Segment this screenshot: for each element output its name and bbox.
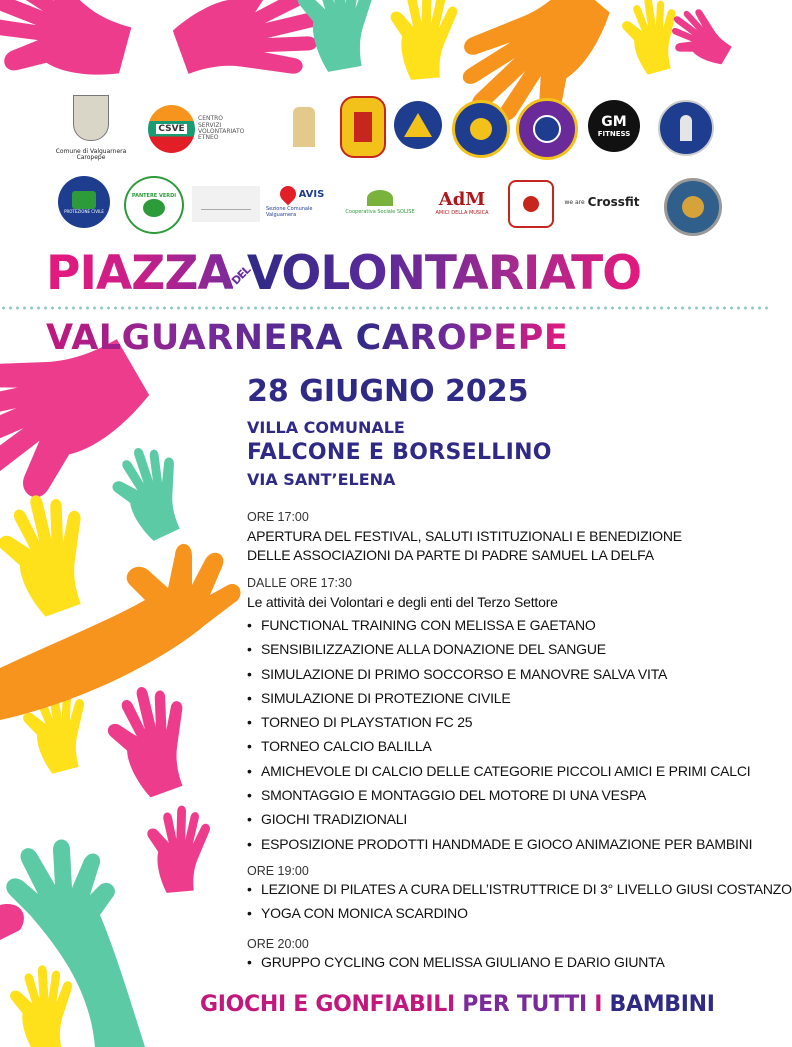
list-item: • YOGA CON MONICA SCARDINO	[247, 905, 792, 929]
title-part1: PIAZZA	[46, 246, 233, 301]
list-item: • AMICHEVOLE DI CALCIO DELLE CATEGORIE PICCOLI AMICI E PRIMI CALCI	[247, 763, 752, 787]
time-2000: ORE 20:00	[247, 937, 309, 951]
evening-list	[247, 881, 792, 930]
venue-line1: VILLA COMUNALE	[247, 418, 405, 437]
footer-part3: I	[594, 992, 610, 1017]
footer-part4: BAMBINI	[609, 992, 715, 1017]
cooperative-logo: Cooperativa Sociale SOLISE	[344, 182, 416, 222]
time-1730: DALLE ORE 17:30	[247, 576, 352, 590]
dotted-divider	[0, 306, 768, 310]
list-item: • GRUPPO CYCLING CON MELISSA GIULIANO E DARIO GIUNTA	[247, 954, 665, 978]
motor-club-logo	[664, 178, 722, 236]
sketch-logo	[192, 186, 260, 222]
footer-banner	[200, 992, 715, 1017]
list-item: • GIOCHI TRADIZIONALI	[247, 811, 752, 835]
title-part2: VOLONTARIATO	[246, 246, 642, 301]
avis-logo: AVIS Sezione Comunale Valguarnera	[266, 180, 338, 224]
amici-della-musica-logo: AdM AMICI DELLA MUSICA	[435, 188, 489, 216]
list-item: • LEZIONE DI PILATES A CURA DELL’ISTRUTTRICE DI 3° LIVELLO GIUSI COSTANZO	[247, 881, 792, 905]
coat-of-arms-icon	[73, 95, 109, 141]
list-item: • SMONTAGGIO E MONTAGGIO DEL MOTORE DI UNA VESPA	[247, 787, 752, 811]
crossfit-logo: we are Crossfit	[564, 195, 640, 209]
list-item: • SENSIBILIZZAZIONE ALLA DONAZIONE DEL SANGUE	[247, 641, 752, 665]
comune-logo: Comune di Valguarnera Caropepe	[42, 92, 140, 164]
activities-intro: Le attività dei Volontari e degli enti del Terzo Settore	[247, 594, 558, 610]
event-title	[46, 246, 726, 301]
activities-list	[247, 617, 752, 860]
volunteer-association-logo	[452, 100, 510, 158]
venue-line2: FALCONE E BORSELLINO	[247, 440, 552, 465]
time-1900: ORE 19:00	[247, 864, 309, 878]
venue-address: VIA SANT’ELENA	[247, 470, 396, 489]
list-item: • TORNEO CALCIO BALILLA	[247, 738, 752, 762]
time-1700: ORE 17:00	[247, 510, 309, 524]
dolomiti-association-logo	[658, 100, 714, 156]
church-logo	[284, 100, 324, 154]
event-date: 28 GIUGNO 2025	[247, 374, 529, 409]
night-list	[247, 954, 665, 978]
football-club-logo	[340, 96, 386, 158]
title-del: DEL	[228, 263, 253, 288]
gm-fitness-logo: GM FITNESS	[588, 100, 640, 152]
list-item: • TORNEO DI PLAYSTATION FC 25	[247, 714, 752, 738]
footer-part1: GIOCHI E GONFIABILI	[200, 992, 463, 1017]
protezione-civile-logo: PROTEZIONE CIVILE	[58, 176, 110, 228]
list-item: • SIMULAZIONE DI PROTEZIONE CIVILE	[247, 690, 752, 714]
city-name	[46, 318, 568, 358]
list-item: • SIMULAZIONE DI PRIMO SOCCORSO E MANOVRE SALVA VITA	[247, 666, 752, 690]
city-part1: VALGUARNERA	[46, 318, 356, 358]
list-item: • ESPOSIZIONE PRODOTTI HANDMADE E GIOCO ANIMAZIONE PER BAMBINI	[247, 836, 752, 860]
city-part2: CAROPEPE	[355, 318, 569, 358]
rosa-logo	[508, 180, 554, 228]
volunteer-corps-logo	[516, 98, 578, 160]
list-item: • FUNCTIONAL TRAINING CON MELISSA E GAETANO	[247, 617, 752, 641]
pantere-verdi-logo: PANTERE VERDI	[124, 176, 184, 234]
csve-logo: CSVE CENTRO SERVIZI VOLONTARIATO ETNEO	[148, 104, 238, 154]
civil-protection-logo	[394, 101, 442, 149]
footer-part2: PER TUTTI	[462, 992, 595, 1017]
opening-line2: DELLE ASSOCIAZIONI DA PARTE DI PADRE SAMUEL LA DELFA	[247, 547, 654, 563]
opening-line1: APERTURA DEL FESTIVAL, SALUTI ISTITUZIONALI E BENEDIZIONE	[247, 528, 682, 544]
